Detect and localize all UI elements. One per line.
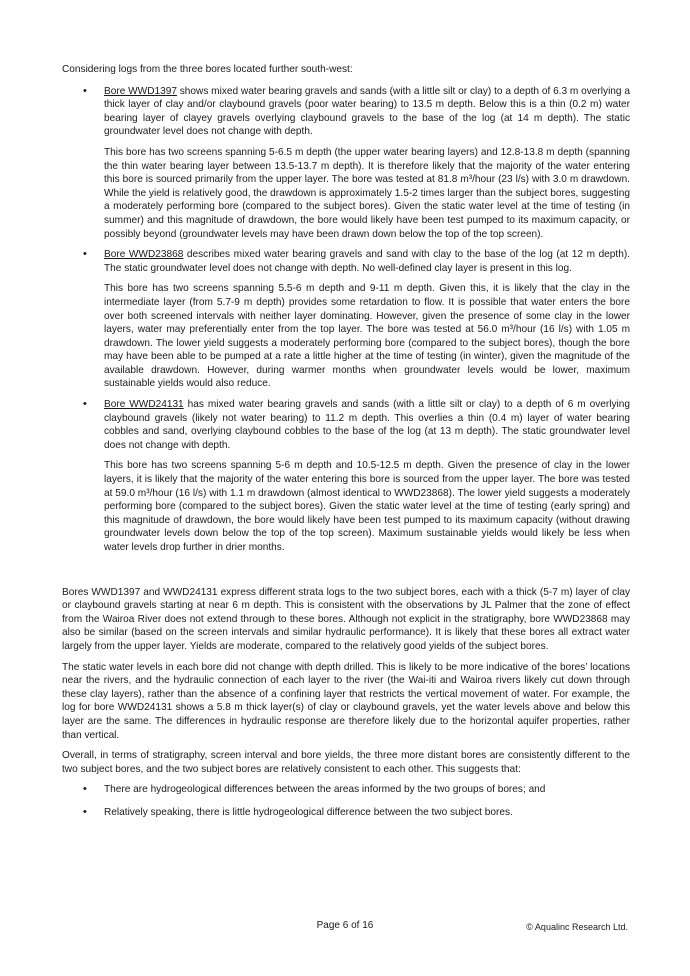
page-number: Page 6 of 16 [316, 920, 374, 931]
bore-description: has mixed water bearing gravels and sands (with a little silt or clay) to a depth of 6 m overlying claybound gravels (likely not water bearing) to 11.2 m depth. This overlies a thin (0.4 m) layer of water bearing cobbles and sand, overlying claybound cobbles to the base of the log (at 13 m depth). The static groundwater level does not change with depth. [104, 399, 631, 451]
conclusion-item: • Relatively speaking, there is little hydrogeological difference between the two subject bores. [62, 806, 630, 820]
bore-link[interactable]: Bore WWD23868 [104, 249, 184, 261]
bore-detail: This bore has two screens spanning 5-6.5 m depth (the upper water bearing layers) and 12.8-13.8 m depth (spanning the thin water bearing layer between 13.5-13.7 m depth). It is therefore likely that the majority of the water entering this bore is sourced primarily from the upper layer. The bore was tested at 81.8 m³/hour (23 l/s) with 3.0 m drawdown. While the yield is relatively good, the drawdown is approximately 1.5-2 times larger than the subject bores, suggesting a moderately performing bore (compared to the subject bores). Given the static water level at the time of testing (in summer) and this magnitude of drawdown, the bore would likely have been test pumped to its maximum capacity, or possibly beyond (groundwater levels may have been drawn down below the top of the top screen). [104, 146, 630, 240]
bore-detail: This bore has two screens spanning 5-6 m depth and 10.5-12.5 m depth. Given the presence of clay in the lower layers, it is likely that the majority of the water entering this bore is sourced from the upper layer. The bore was tested at 59.0 m³/hour (16 l/s) with 1.1 m drawdown (almost identical to WWD23868). The lower yield suggests a moderately performing bore (compared to the subject bores). Given the static water level at the time of testing (early spring) and this magnitude of drawdown, the bore would likely have been test pumped to its maximum capacity (without drawing groundwater levels down below the top of the top screen). Maximum sustainable yields would likely be less when water levels drop further in drier months. [104, 460, 630, 553]
body-paragraph: Overall, in terms of stratigraphy, screen interval and bore yields, the three more distant bores are consistently different to the two subject bores, and the two subject bores are relatively consistent to each other. This suggests that: [62, 750, 630, 775]
body-paragraph: The static water levels in each bore did not change with depth drilled. This is likely to be more indicative of the bores’ locations near the rivers, and the hydraulic connection of each layer to the river (the Wai-iti and Wairoa rivers likely cut down through these clay layers), rather than the absence of a confining layer that restricts the vertical movement of water. For example, the log for bore WWD24131 shows a 5.8 m thick layer(s) of clay or claybound gravels, yet the water levels above and below this layer are the same. The differences in hydraulic response are therefore likely due to the horizontal aquifer properties, rather than vertical. [62, 661, 630, 741]
bore-description: shows mixed water bearing gravels and sands (with a little silt or clay) to a depth of 6.3 m overlying a thick layer of clay and/or claybound gravels (poor water bearing) to 13.5 m depth. Below this is a thin (0.2 m) water bearing layer of clayey gravels overlying claybound gravels to the base of the log (at 14 m depth). The static groundwater level does not change with depth. [104, 85, 630, 138]
body-paragraph: Bores WWD1397 and WWD24131 express different strata logs to the two subject bores, each with a thick (5-7 m) layer of clay or claybound gravels starting at near 6 m depth. This is consistent with the observations by JL Palmer that the zone of effect from the Wairoa River does not extend through to these bores. Although not explicit in the stratigraphy, bore WWD23868 may also be similar (based on the screen intervals and similar hydraulic performance). It is likely that these bores all extract water largely from the upper layer. Yields are moderate, compared to the relatively good yields of the subject bores. [62, 586, 630, 652]
bore-link[interactable]: Bore WWD1397 [104, 85, 177, 97]
bore-item [62, 398, 630, 555]
conclusion-item: • There are hydrogeological differences between the areas informed by the two groups of bores; and [62, 783, 630, 797]
bore-description: describes mixed water bearing gravels and sand with clay to the base of the log (at 12 m depth). The static groundwater level does not change with depth. No well-defined clay layer is present in this log. [104, 249, 630, 274]
bore-item [62, 248, 630, 391]
document-body [62, 63, 630, 829]
bore-item [62, 85, 630, 242]
bore-list [62, 85, 630, 555]
copyright-notice: © Aqualinc Research Ltd. [526, 922, 628, 932]
intro-text: Considering logs from the three bores located further south-west: [62, 64, 353, 75]
bore-link[interactable]: Bore WWD24131 [104, 399, 184, 411]
bore-detail: This bore has two screens spanning 5.5-6 m depth and 9-11 m depth. Given this, it is likely that the clay in the intermediate layer (from 5.7-9 m depth) provides some retardation to flow. It is possible that water enters the bore over both screened intervals with neither layer dominating. However, given the presence of some clay in the lower layers, water may preferentially enter from the top layer. The bore was tested at 56.0 m³/hour (16 l/s) with 1.05 m drawdown. The lower yield suggests a moderately performing bore (compared to the subject bores), though the bore may have been able to be pumped at a rate a little higher at the time of testing (in winter), given the magnitude of the available drawdown. However, during warmer months when groundwater levels would be lower, maximum sustainable yields would also reduce. [104, 283, 630, 390]
conclusion-list [62, 783, 630, 819]
